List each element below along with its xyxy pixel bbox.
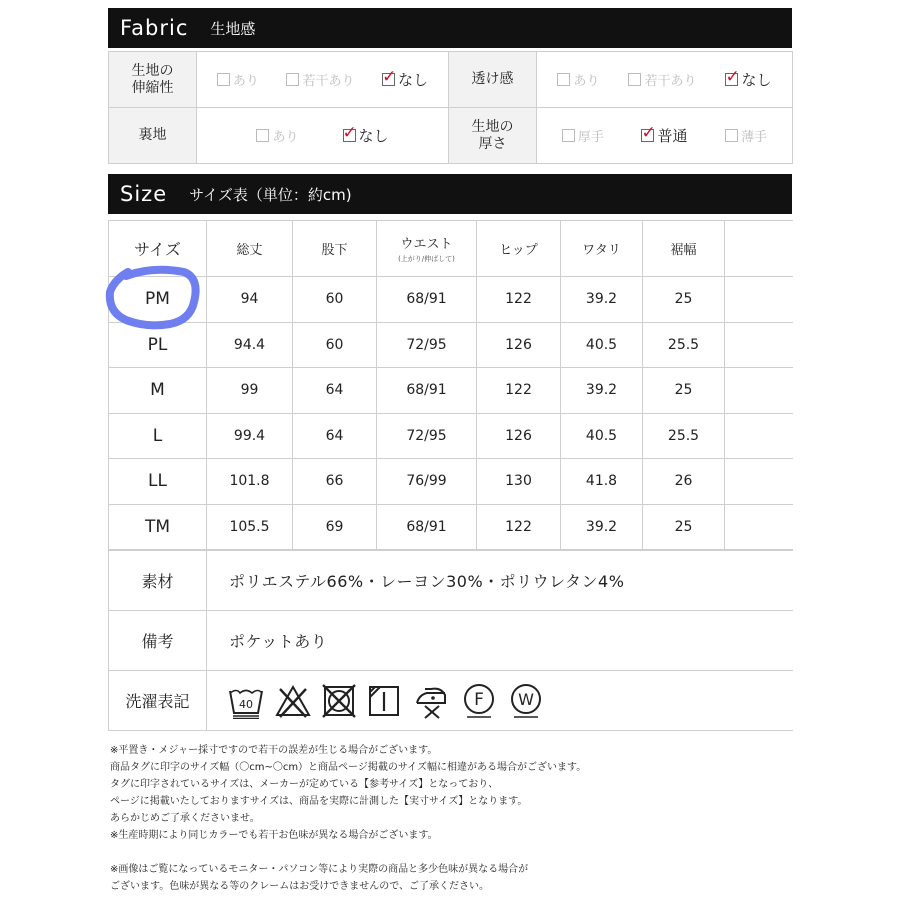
size-cell: LL xyxy=(109,459,207,505)
stretch-option-slight xyxy=(286,70,354,89)
note-line: ※生産時期により同じカラーでも若干お色味が異なる場合がございます。 xyxy=(110,830,438,841)
lining-label xyxy=(109,108,197,164)
length-cell: 94.4 xyxy=(207,322,293,368)
inseam-cell: 64 xyxy=(293,413,377,459)
thigh-cell: 39.2 xyxy=(561,368,643,414)
notes-section xyxy=(110,742,750,895)
option-label: なし xyxy=(741,71,772,89)
empty-cell xyxy=(725,413,793,459)
size-row xyxy=(109,322,793,368)
note-line: ※画像はご覧になっているモニター・パソコン等により実際の商品と多少色味が異なる場合が xyxy=(110,864,529,875)
note-line: あらかじめご了承くださいませ。 xyxy=(110,813,260,824)
stretch-label-line2: 伸縮性 xyxy=(131,79,174,96)
fabric-table xyxy=(108,51,793,164)
inseam-cell: 60 xyxy=(293,322,377,368)
size-cell: PL xyxy=(109,322,207,368)
sheer-option-yes xyxy=(557,70,599,89)
fabric-title-jp: 生地感 xyxy=(210,19,256,38)
stretch-option-yes xyxy=(217,70,259,89)
thigh-cell: 41.8 xyxy=(561,459,643,505)
stretch-option-none xyxy=(382,69,428,90)
stretch-label-line1: 生地の xyxy=(131,63,174,80)
size-rows xyxy=(109,277,793,550)
hip-cell: 130 xyxy=(477,459,561,505)
no-bleach-icon xyxy=(274,683,312,719)
waist-cell: 76/99 xyxy=(377,459,477,505)
inseam-cell: 64 xyxy=(293,368,377,414)
fabric-header-bar xyxy=(108,8,792,48)
length-cell: 99 xyxy=(207,368,293,414)
col-header-thigh: ワタリ xyxy=(561,221,643,277)
inseam-cell: 66 xyxy=(293,459,377,505)
checkbox-icon xyxy=(725,129,738,142)
wash-40-icon xyxy=(227,683,265,719)
col-header-length: 総丈 xyxy=(207,221,293,277)
length-cell: 105.5 xyxy=(207,504,293,550)
checkbox-icon xyxy=(557,73,570,86)
material-row xyxy=(109,551,793,611)
size-row xyxy=(109,277,793,323)
note-spacer xyxy=(110,844,750,861)
waist-cell: 68/91 xyxy=(377,368,477,414)
size-row xyxy=(109,504,793,550)
size-title-en: Size xyxy=(120,182,168,206)
option-label: 薄手 xyxy=(741,130,768,145)
stretch-label xyxy=(109,52,197,108)
size-cell: PM xyxy=(109,277,207,323)
note-line: ページに掲載いたしておりますサイズは、商品を実際に計測した【実寸サイズ】となります。 xyxy=(110,796,528,807)
checked-checkbox-icon xyxy=(641,129,654,142)
material-value: ポリエステル66%・レーヨン30%・ポリウレタン4% xyxy=(207,551,793,611)
option-label: なし xyxy=(398,71,429,89)
wet-clean-w-icon xyxy=(507,682,545,720)
thigh-cell: 39.2 xyxy=(561,504,643,550)
checked-checkbox-icon xyxy=(725,73,738,86)
thickness-option-thick xyxy=(562,126,604,145)
col-header-waist xyxy=(377,221,477,277)
size-header-bar xyxy=(108,174,792,214)
empty-cell xyxy=(725,322,793,368)
size-row xyxy=(109,413,793,459)
info-table xyxy=(108,550,793,731)
size-row xyxy=(109,368,793,414)
thickness-option-thin xyxy=(725,126,767,145)
inseam-cell: 60 xyxy=(293,277,377,323)
sheer-option-slight xyxy=(628,70,696,89)
checkbox-icon xyxy=(256,129,269,142)
col-header-hip: ヒップ xyxy=(477,221,561,277)
hem-cell: 25 xyxy=(643,277,725,323)
size-cell: TM xyxy=(109,504,207,550)
checkbox-icon xyxy=(628,73,641,86)
fabric-row xyxy=(109,108,793,164)
fabric-title-en: Fabric xyxy=(120,16,189,40)
low-iron-icon xyxy=(411,683,451,719)
hip-cell: 122 xyxy=(477,504,561,550)
empty-cell xyxy=(725,459,793,505)
col-header-hem: 裾幅 xyxy=(643,221,725,277)
care-icons xyxy=(207,671,793,731)
note-line: ※平置き・メジャー採寸ですので若干の誤差が生じる場合がございます。 xyxy=(110,745,438,756)
thigh-cell: 39.2 xyxy=(561,277,643,323)
option-label: 普通 xyxy=(657,127,688,145)
lining-label-text: 裏地 xyxy=(138,127,167,144)
thickness-label-line1: 生地の xyxy=(471,119,514,136)
lining-option-yes xyxy=(256,126,298,145)
waist-cell: 68/91 xyxy=(377,504,477,550)
lining-options xyxy=(197,108,449,164)
hip-cell: 126 xyxy=(477,322,561,368)
sheerness-options xyxy=(537,52,793,108)
hip-cell: 122 xyxy=(477,277,561,323)
size-header-row xyxy=(109,221,793,277)
remarks-label: 備考 xyxy=(109,611,207,671)
waist-cell: 72/95 xyxy=(377,322,477,368)
col-header-empty xyxy=(725,221,793,277)
no-tumble-dry-icon xyxy=(321,683,357,719)
length-cell: 99.4 xyxy=(207,413,293,459)
thickness-option-normal xyxy=(641,125,687,146)
option-label: あり xyxy=(573,74,600,89)
empty-cell xyxy=(725,504,793,550)
option-label: 若干あり xyxy=(302,74,355,89)
size-table xyxy=(108,220,793,550)
wash-temp-text: 40 xyxy=(239,697,253,711)
sheerness-label xyxy=(449,52,537,108)
option-label: 厚手 xyxy=(577,130,604,145)
length-cell: 101.8 xyxy=(207,459,293,505)
thickness-label-line2: 厚さ xyxy=(478,135,507,152)
col-header-inseam: 股下 xyxy=(293,221,377,277)
size-chart-sheet xyxy=(108,6,792,731)
thigh-cell: 40.5 xyxy=(561,413,643,459)
size-title-jp: サイズ表（単位：約cm) xyxy=(189,185,352,204)
waist-header-note: (上がり/伸ばして) xyxy=(398,255,455,263)
option-label: あり xyxy=(272,130,299,145)
hip-cell: 126 xyxy=(477,413,561,459)
note-line: タグに印字されているサイズは、メーカーが定めている【参考サイズ】となっており、 xyxy=(110,779,499,790)
line-dry-shade-icon xyxy=(366,683,402,719)
note-line: ございます。色味が異なる等のクレームはお受けできませんので、ご了承ください。 xyxy=(110,881,489,892)
note-line: 商品タグに印字のサイズ幅（〇cm~〇cm）と商品ページ掲載のサイズ幅に相違がある場合がございます。 xyxy=(110,762,587,773)
care-row xyxy=(109,671,793,731)
remarks-row xyxy=(109,611,793,671)
lining-option-none xyxy=(343,125,389,146)
checked-checkbox-icon xyxy=(382,73,395,86)
hem-cell: 25 xyxy=(643,368,725,414)
col-header-size: サイズ xyxy=(109,221,207,277)
hem-cell: 26 xyxy=(643,459,725,505)
hem-cell: 25.5 xyxy=(643,413,725,459)
material-label: 素材 xyxy=(109,551,207,611)
option-label: 若干あり xyxy=(644,74,697,89)
checkbox-icon xyxy=(562,129,575,142)
sheer-option-none xyxy=(725,69,771,90)
waist-cell: 72/95 xyxy=(377,413,477,459)
empty-cell xyxy=(725,368,793,414)
remarks-value: ポケットあり xyxy=(207,611,793,671)
size-cell: L xyxy=(109,413,207,459)
option-label: なし xyxy=(358,127,389,145)
checkbox-icon xyxy=(217,73,230,86)
waist-cell: 68/91 xyxy=(377,277,477,323)
checked-checkbox-icon xyxy=(343,129,356,142)
care-label: 洗濯表記 xyxy=(109,671,207,731)
size-row xyxy=(109,459,793,505)
option-label: あり xyxy=(232,74,259,89)
thigh-cell: 40.5 xyxy=(561,322,643,368)
inseam-cell: 69 xyxy=(293,504,377,550)
dry-clean-f-icon xyxy=(460,682,498,720)
thickness-label xyxy=(449,108,537,164)
sheerness-label-text: 透け感 xyxy=(471,71,514,88)
size-cell: M xyxy=(109,368,207,414)
hem-cell: 25.5 xyxy=(643,322,725,368)
fabric-row xyxy=(109,52,793,108)
thickness-options xyxy=(537,108,793,164)
checkbox-icon xyxy=(286,73,299,86)
waist-header-text: ウエスト xyxy=(400,237,453,252)
length-cell: 94 xyxy=(207,277,293,323)
hip-cell: 122 xyxy=(477,368,561,414)
dry-clean-letter: F xyxy=(474,689,484,710)
hem-cell: 25 xyxy=(643,504,725,550)
empty-cell xyxy=(725,277,793,323)
stretch-options xyxy=(197,52,449,108)
wet-clean-letter: W xyxy=(518,689,534,709)
